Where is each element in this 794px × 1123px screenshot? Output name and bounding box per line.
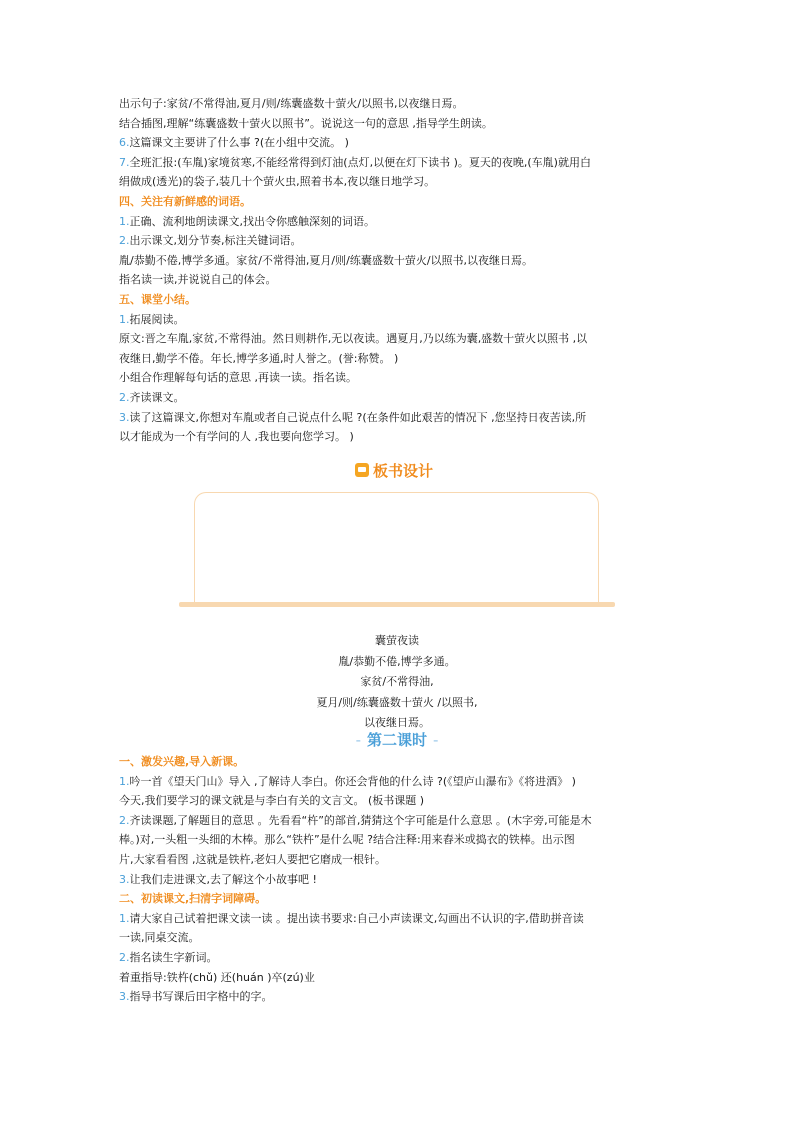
- list-item: [119, 948, 675, 968]
- item-text: 拓展阅读。: [129, 312, 185, 326]
- item-text: 这篇课文主要讲了什么事 ?(在小组中交流。 ): [129, 136, 349, 150]
- board-line: 以夜继日焉。: [364, 716, 430, 729]
- section-heading: 一、激发兴趣,导入新课。: [119, 755, 245, 768]
- lesson-body-part2: [119, 752, 675, 1007]
- item-text: 请大家自己试着把课文读一读 。提出读书要求:自己小声读课文,勾画出不认识的字,借助拼音读: [129, 911, 584, 925]
- list-item: [119, 987, 675, 1007]
- item-number: 3.: [119, 410, 130, 424]
- item-number: 2.: [119, 950, 130, 964]
- item-text: 指导书写课后田字格中的字。: [129, 990, 273, 1004]
- list-item: [119, 811, 675, 831]
- board-line: 胤/恭勤不倦,博学多通。: [338, 654, 456, 668]
- item-number: 2.: [119, 813, 130, 827]
- text-line: 今天,我们要学习的课文就是与李白有关的文言文。 (板书课题 ): [119, 794, 425, 808]
- board-line: 囊萤夜读: [375, 634, 419, 647]
- board-design-title: [355, 460, 433, 480]
- lesson-two-title: 第二课时: [366, 731, 427, 749]
- list-item: [119, 870, 675, 890]
- section-heading: 四、关注有新鲜感的词语。: [119, 194, 251, 208]
- board-line: 夏月/则/练囊盛数十萤火 /以照书,: [316, 695, 478, 709]
- item-number: 1.: [119, 312, 130, 326]
- section-heading: 二、初读课文,扫清字词障碍。: [119, 892, 267, 906]
- list-item: [119, 388, 675, 408]
- item-text: 齐读课文。: [129, 390, 185, 404]
- item-number: 1.: [119, 774, 130, 788]
- text-line: 胤/恭勤不倦,博学多通。家贫/不常得油,夏月/则/练囊盛数十萤火/以照书,以夜继日焉。: [119, 253, 534, 267]
- item-number: 6.: [119, 136, 130, 150]
- item-text: 让我们走进课文,去了解这个小故事吧 !: [129, 872, 317, 886]
- item-text: 吟一首《望天门山》导入 ,了解诗人李白。你还会背他的什么诗 ?(《望庐山瀑布》《将进酒》 ): [129, 774, 576, 788]
- text-line: 出示句子:家贫/不常得油,夏月/则/练囊盛数十萤火/以照书,以夜继日焉。: [119, 97, 464, 110]
- item-number: 7.: [119, 155, 130, 169]
- item-text: 全班汇报:(车胤)家境贫寒,不能经常得到灯油(点灯,以便在灯下读书 )。夏天的夜晚,(车胤)就用白: [129, 155, 591, 169]
- text-line: 以才能成为一个有学问的人 ,我也要向您学习。 ): [119, 430, 354, 444]
- heading-dash: -: [355, 731, 361, 749]
- item-number: 1.: [119, 911, 130, 925]
- list-item: [119, 212, 675, 232]
- list-item: [119, 153, 675, 173]
- list-item: [119, 310, 675, 330]
- text-line: 夜继日,勤学不倦。年长,博学多通,时人誉之。(誉:称赞。 ): [119, 351, 399, 365]
- lesson-two-heading: [119, 729, 675, 750]
- item-number: 3.: [119, 990, 130, 1004]
- text-line: 原文:晋之车胤,家贫,不常得油。然日则耕作,无以夜读。遇夏月,乃以练为囊,盛数十萤火以照书 ,以: [119, 332, 588, 346]
- board-design-label: 板书设计: [373, 461, 434, 480]
- text-line: 绢做成(透光)的袋子,装几十个萤火虫,照着书本,夜以继日地学习。: [119, 175, 436, 189]
- text-line: 着重指导:铁杵(chǔ) 还(huán )卒(zú)业: [119, 970, 315, 984]
- board-content: [119, 631, 675, 734]
- section-heading: 五、课堂小结。: [119, 292, 196, 306]
- item-number: 1.: [119, 214, 130, 228]
- blackboard-frame: [194, 492, 599, 604]
- list-item: [119, 909, 675, 929]
- text-line: 指名读一读,并说说自己的体会。: [119, 273, 277, 287]
- text-line: 结合插图,理解“练囊盛数十萤火以照书”。说说这一句的意思 ,指导学生朗读。: [119, 116, 493, 130]
- blackboard-shelf: [179, 602, 615, 607]
- item-text: 指名读生字新词。: [129, 950, 218, 964]
- item-text: 正确、流利地朗读课文,找出令你感触深刻的词语。: [129, 214, 375, 228]
- item-text: 读了这篇课文,你想对车胤或者自己说点什么呢 ?(在条件如此艰苦的情况下 ,您坚持日夜苦读,所: [129, 410, 587, 424]
- text-line: 一读,同桌交流。: [119, 931, 200, 945]
- list-item: [119, 772, 675, 792]
- board-line: 家贫/不常得油,: [360, 675, 434, 688]
- text-line: 棒。)对,一头粗一头细的木棒。那么“铁杵”是什么呢 ?结合注释:用来舂米或捣衣的铁棒。出示图: [119, 833, 575, 847]
- item-number: 2.: [119, 390, 130, 404]
- list-item: [119, 231, 675, 251]
- list-item: [119, 408, 675, 428]
- blackboard-icon: [355, 463, 369, 477]
- item-number: 2.: [119, 234, 130, 248]
- item-text: 出示课文,划分节奏,标注关键词语。: [129, 234, 302, 248]
- heading-dash: -: [433, 731, 439, 749]
- item-number: 3.: [119, 872, 130, 886]
- list-item: [119, 133, 675, 153]
- text-line: 片,大家看看图 ,这就是铁杵,老妇人要把它磨成一根针。: [119, 852, 386, 866]
- lesson-body-part1: [119, 94, 675, 447]
- text-line: 小组合作理解每句话的意思 ,再读一读。指名读。: [119, 371, 357, 385]
- item-text: 齐读课题,了解题目的意思 。先看看“杵”的部首,猜猜这个字可能是什么意思 。(木字旁,可能是木: [129, 813, 592, 827]
